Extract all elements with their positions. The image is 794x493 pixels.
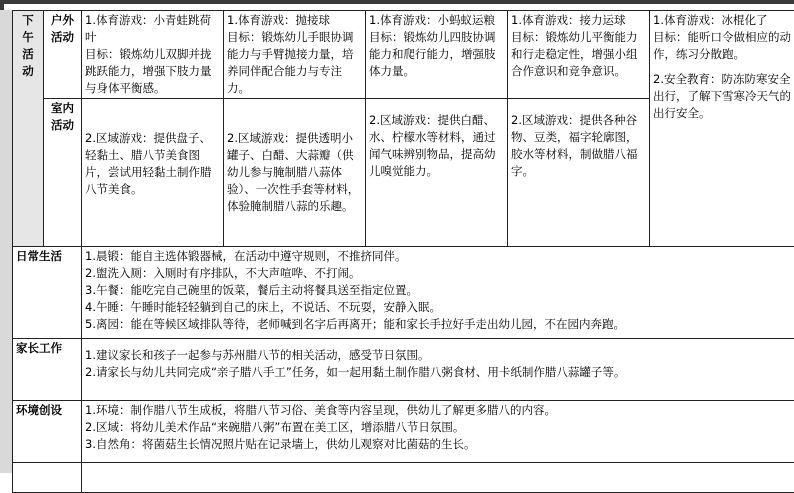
- day4-outdoor-game: 1.体育游戏：接力运球: [511, 12, 646, 29]
- day5-outdoor-game: 1.体育游戏：冰棍化了: [653, 12, 791, 29]
- outdoor-activity-header: [44, 11, 82, 99]
- day1-outdoor-goal: 目标：锻炼幼儿双脚并拢跳跃能力，增强下肢力量与身体平衡感。: [85, 46, 220, 97]
- day4-indoor-area-game: 2.区域游戏：提供各种谷物、豆类，福字轮廓图，胶水等材料，制做腊八福字。: [511, 112, 646, 180]
- parent-work-item: 2.请家长与幼儿共同完成“亲子腊八手工”任务，如一起用黏土制作腊八粥食材、用卡纸制作腊八蒜罐子等。: [85, 364, 791, 381]
- daily-life-item: 3.午餐：能吃完自己碗里的饭菜，餐后主动将餐具送至指定位置。: [85, 282, 791, 299]
- day3-indoor-area-game: 2.区域游戏：提供白醋、水、柠檬水等材料，通过闻气味辨别物品，提高幼儿嗅觉能力。: [369, 112, 504, 180]
- next-row-content: [82, 463, 794, 493]
- afternoon-activity-header: [13, 11, 44, 247]
- outdoor-label: 户外活动: [50, 12, 76, 46]
- next-row-partial: [13, 463, 794, 493]
- day3-outdoor-goal: 目标：锻炼幼儿四肢协调能力和爬行能力，增强肢体力量。: [369, 29, 504, 80]
- next-row-header: [13, 463, 82, 493]
- day5-safety-education: 2.安全教育：防冻防寒安全出行，了解下雪寒冷天气的出行安全。: [653, 71, 791, 122]
- day3-outdoor-game: 1.体育游戏：小蚂蚁运粮: [369, 12, 504, 29]
- environment-header: 环境创设: [13, 401, 82, 463]
- day3-outdoor-cell: [366, 11, 508, 99]
- day3-indoor-cell: [366, 99, 508, 247]
- day2-outdoor-goal: 目标：锻炼幼儿手眼协调能力与手臂抛接力量，培养同伴配合能力与专注力。: [227, 29, 362, 97]
- environment-item: 1.环境：制作腊八节生成板，将腊八节习俗、美食等内容呈现，供幼儿了解更多腊八的内容。: [85, 402, 791, 419]
- parent-work-header: 家长工作: [13, 339, 82, 401]
- environment-item: 2.区域：将幼儿美术作品“来碗腊八粥”布置在美工区，增添腊八节日氛围。: [85, 419, 791, 436]
- parent-work-content: [82, 339, 794, 401]
- day5-activity-cell: [650, 11, 794, 247]
- daily-life-item: 4.午睡：午睡时能轻轻躺到自己的床上，不说话、不玩耍，安静入眠。: [85, 299, 791, 316]
- daily-life-content: [82, 247, 794, 339]
- indoor-label: 室内活动: [50, 100, 76, 134]
- indoor-activity-header: [44, 99, 82, 247]
- daily-life-header: 日常生活: [13, 247, 82, 339]
- day2-indoor-cell: [224, 99, 366, 247]
- daily-life-item: 1.晨锻：能自主选体锻器械，在活动中遵守规则，不推挤同伴。: [85, 248, 791, 265]
- daily-life-item: 5.离园：能在等候区域排队等待，老师喊到名字后再离开；能和家长手拉好手走出幼儿园，不在园内奔跑。: [85, 316, 791, 333]
- environment-row: [13, 401, 794, 463]
- environment-content: [82, 401, 794, 463]
- day2-outdoor-game: 1.体育游戏：抛接球: [227, 12, 362, 29]
- page-margin: [0, 10, 12, 473]
- weekly-plan-table: [12, 10, 794, 493]
- window-top-edge: [0, 0, 794, 4]
- day4-indoor-cell: [508, 99, 650, 247]
- day4-outdoor-goal: 目标：锻炼幼儿平衡能力和行走稳定性，增强小组合作意识和竞争意识。: [511, 29, 646, 80]
- parent-work-item: 1.建议家长和孩子一起参与苏州腊八节的相关活动，感受节日氛围。: [85, 347, 791, 364]
- daily-life-item: 2.盥洗入厕：入厕时有序排队，不大声喧哗、不打闹。: [85, 265, 791, 282]
- day1-outdoor-cell: [82, 11, 224, 99]
- day2-outdoor-cell: [224, 11, 366, 99]
- day5-outdoor-goal: 目标：能听口令做相应的动作，练习分散跑。: [653, 29, 791, 63]
- day1-indoor-cell: [82, 99, 224, 247]
- day1-outdoor-game: 1.体育游戏：小青蛙跳荷叶: [85, 12, 220, 46]
- day1-indoor-area-game: 2.区域游戏：提供盘子、轻黏土、腊八节美食图片，尝试用轻黏土制作腊八节美食。: [85, 130, 220, 198]
- environment-item: 3.自然角：将菌菇生长情况照片贴在记录墙上，供幼儿观察对比菌菇的生长。: [85, 436, 791, 453]
- day4-outdoor-cell: [508, 11, 650, 99]
- day2-indoor-area-game: 2.区域游戏：提供透明小罐子、白醋、大蒜瓣（供幼儿参与腌制腊八蒜体验）、一次性手套等材料，体验腌制腊八蒜的乐趣。: [227, 130, 362, 215]
- parent-work-row: [13, 339, 794, 401]
- afternoon-label: 下午活动: [21, 12, 35, 80]
- daily-life-row: [13, 247, 794, 339]
- afternoon-outdoor-row: [13, 11, 794, 99]
